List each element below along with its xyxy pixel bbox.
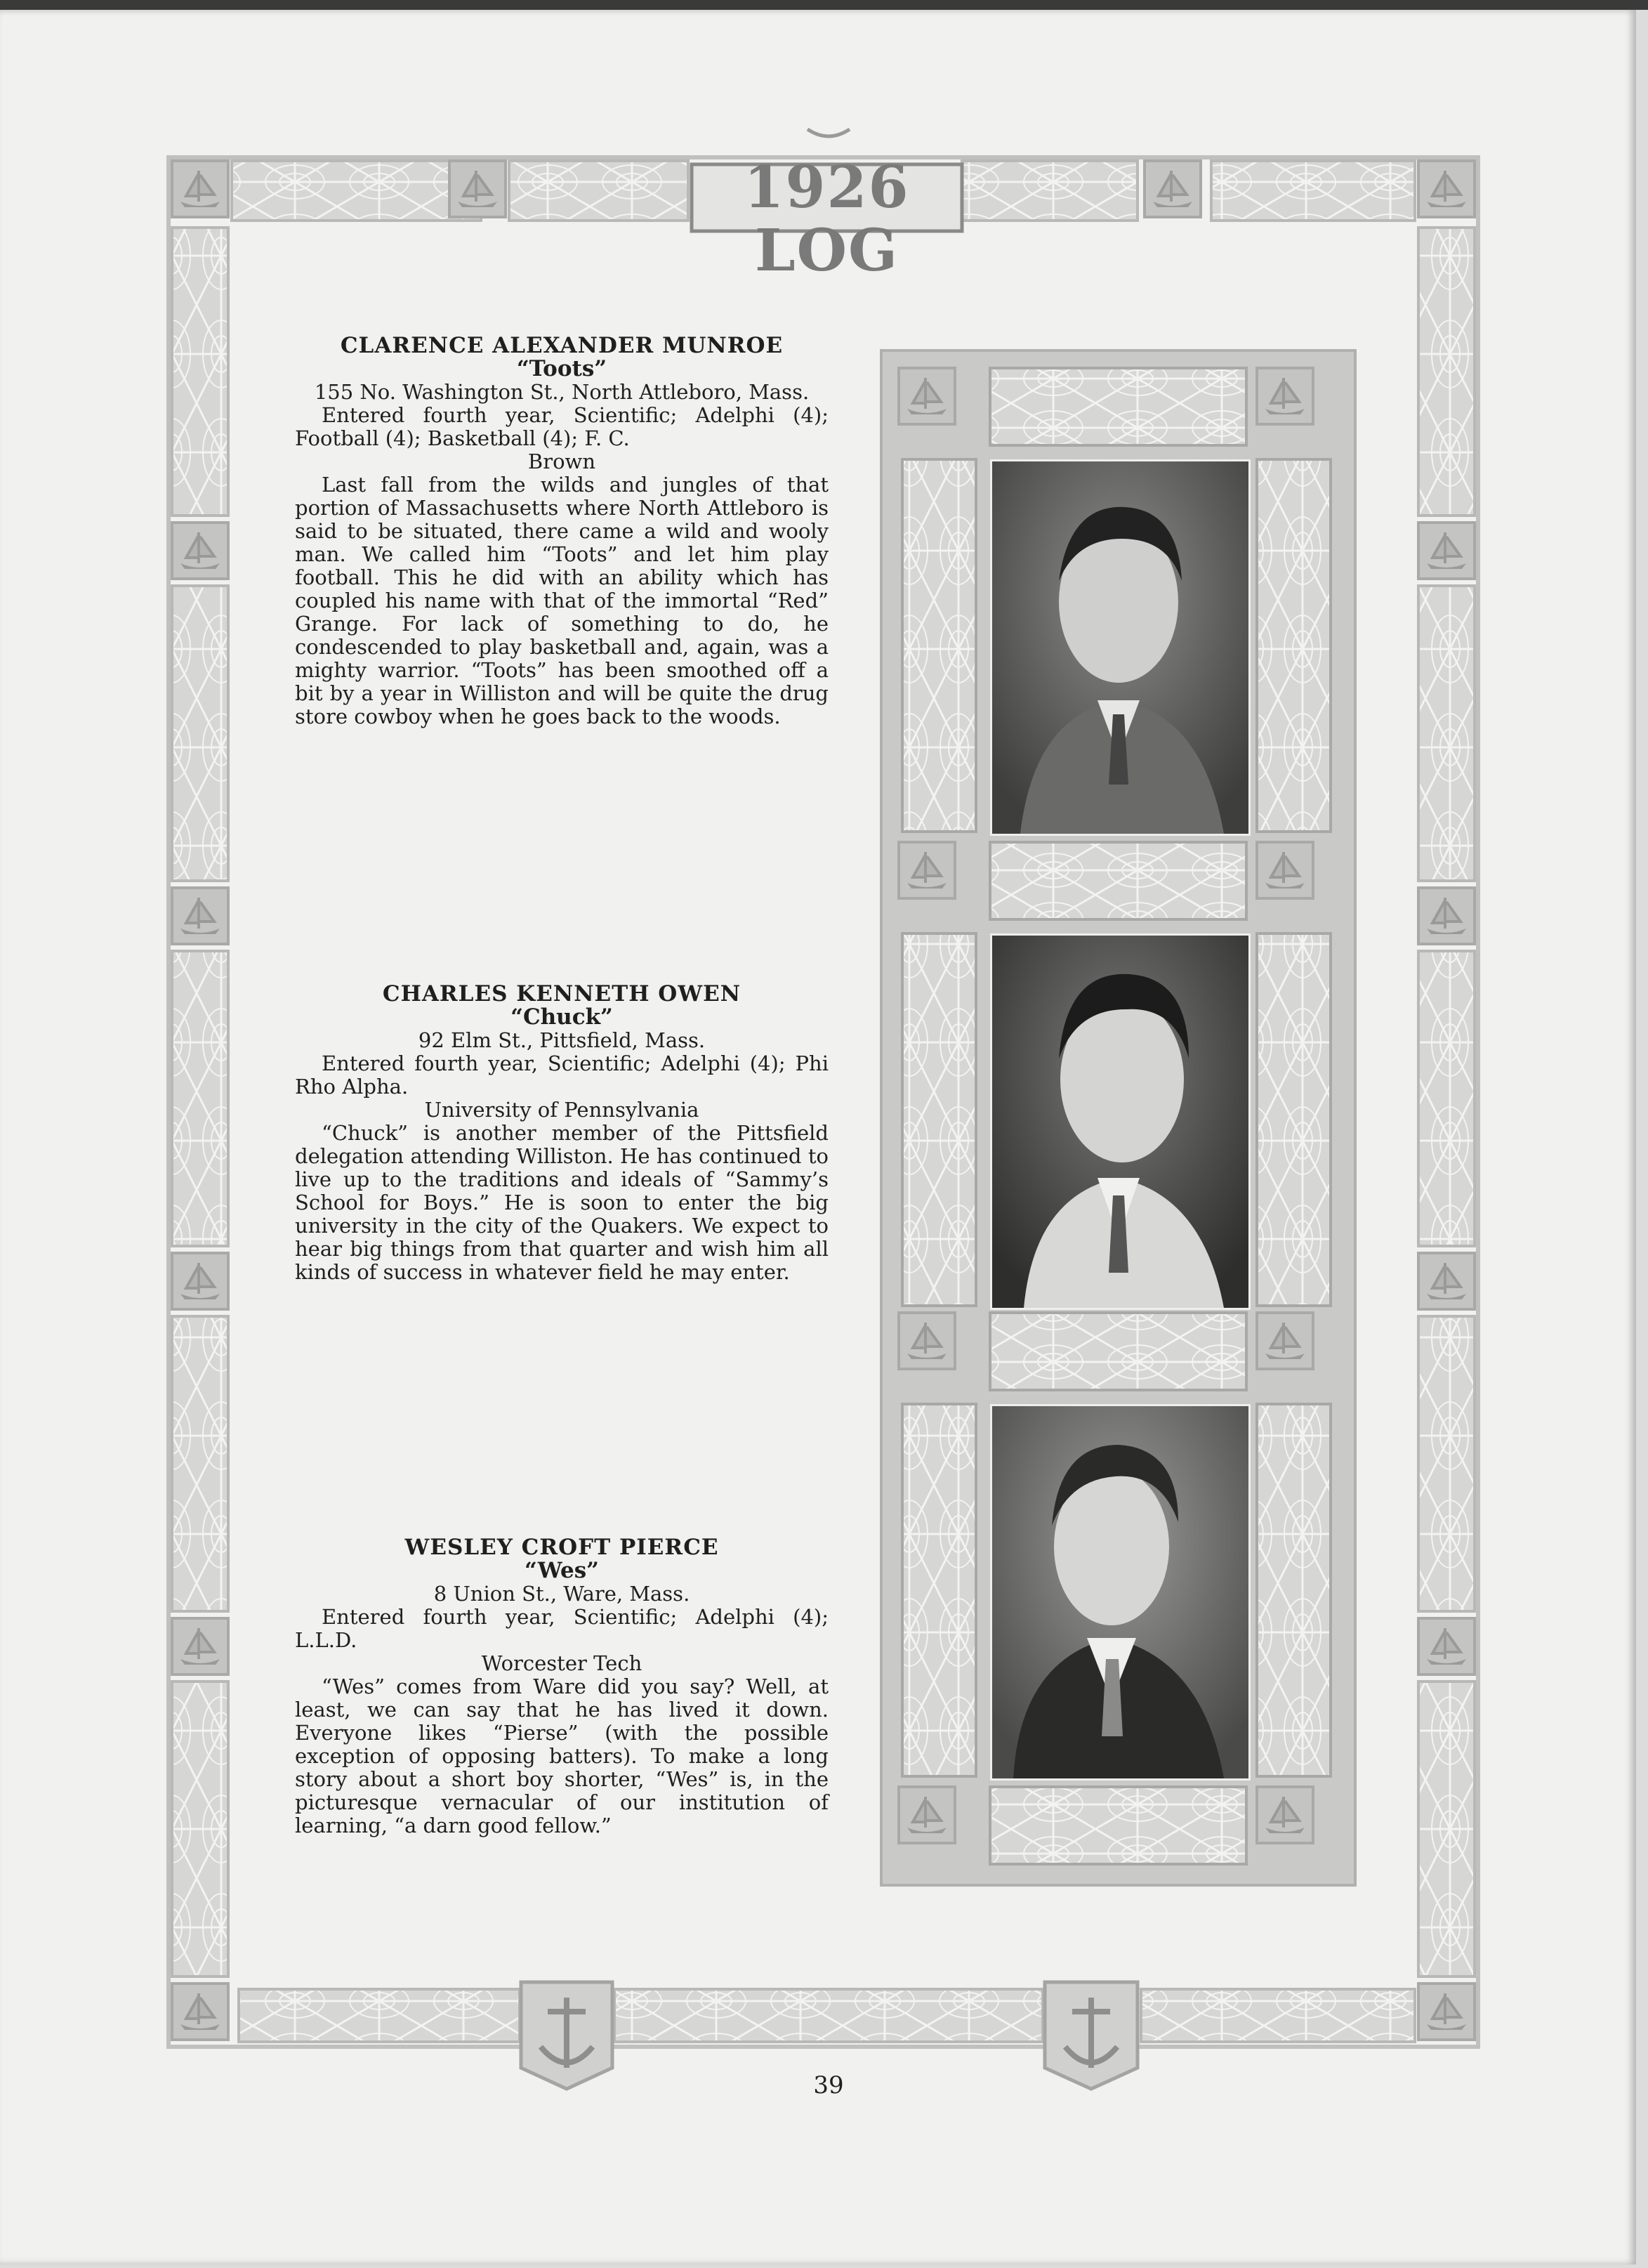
student-nickname: “Wes” [525,1558,599,1583]
student-entry-pierce [295,1536,829,1837]
portrait-photo-pierce [990,1404,1251,1781]
student-college: Worcester Tech [481,1651,642,1675]
student-bio: Last fall from the wilds and jungles of that portion of Massachusetts where North Attleboro is said to be situated, there came a wild and wooly man. We called him “Toots” and let him play football. This he did with an ability which has coupled his name with that of the immortal “Red” Grange. For lack of something to do, he condescended to play basketball and, again, was a mighty warrior. “Toots” has been smoothed off a bit by a year in Williston and will be quite the drug store cowboy when he goes back to the woods. [295,473,829,728]
student-bio: “Chuck” is another member of the Pittsfield delegation attending Williston. He has continued to live up to the traditions and ideals of “Sammy’s School for Boys.” He is soon to enter the big university in the city of the Quakers. We expect to hear big things from that quarter and wish him all kinds of success in whatever field he may enter. [295,1121,829,1284]
student-college: Brown [527,450,596,473]
student-nickname: “Toots” [516,356,607,381]
student-activities: Entered fourth year, Scientific; Adelphi (4); Football (4); Basketball (4); F. C. [295,403,829,450]
student-activities: Entered fourth year, Scientific; Adelphi (4); Phi Rho Alpha. [295,1051,829,1099]
student-address: 92 Elm St., Pittsfield, Mass. [418,1028,706,1052]
yearbook-logo: 1926 LOG [744,154,910,284]
page [0,10,1636,2264]
student-entry-owen [295,983,829,1284]
portrait-photo-owen [990,933,1251,1310]
student-address: 8 Union St., Ware, Mass. [433,1582,690,1606]
student-name: CHARLES KENNETH OWEN [382,981,741,1007]
student-college: University of Pennsylvania [424,1098,699,1122]
student-name: CLARENCE ALEXANDER MUNROE [340,333,784,358]
student-entry-munroe [295,334,829,728]
student-activities: Entered fourth year, Scientific; Adelphi (4); L.L.D. [295,1605,829,1652]
student-nickname: “Chuck” [510,1004,613,1030]
student-name: WESLEY CROFT PIERCE [404,1535,719,1560]
student-bio: “Wes” comes from Ware did you say? Well, at least, we can say that he has lived it down. Everyone likes “Pierse” (with the possible exception of opposing batters). To make a long story about a short boy shorter, “Wes” is, in the picturesque vernacular of our institution of learning, “a darn good fellow.” [295,1674,829,1837]
page-number: 39 [813,2071,844,2099]
student-address: 155 No. Washington St., North Attleboro, Mass. [314,380,810,404]
portrait-photo-munroe [990,459,1251,836]
scan-edge [0,0,1648,10]
